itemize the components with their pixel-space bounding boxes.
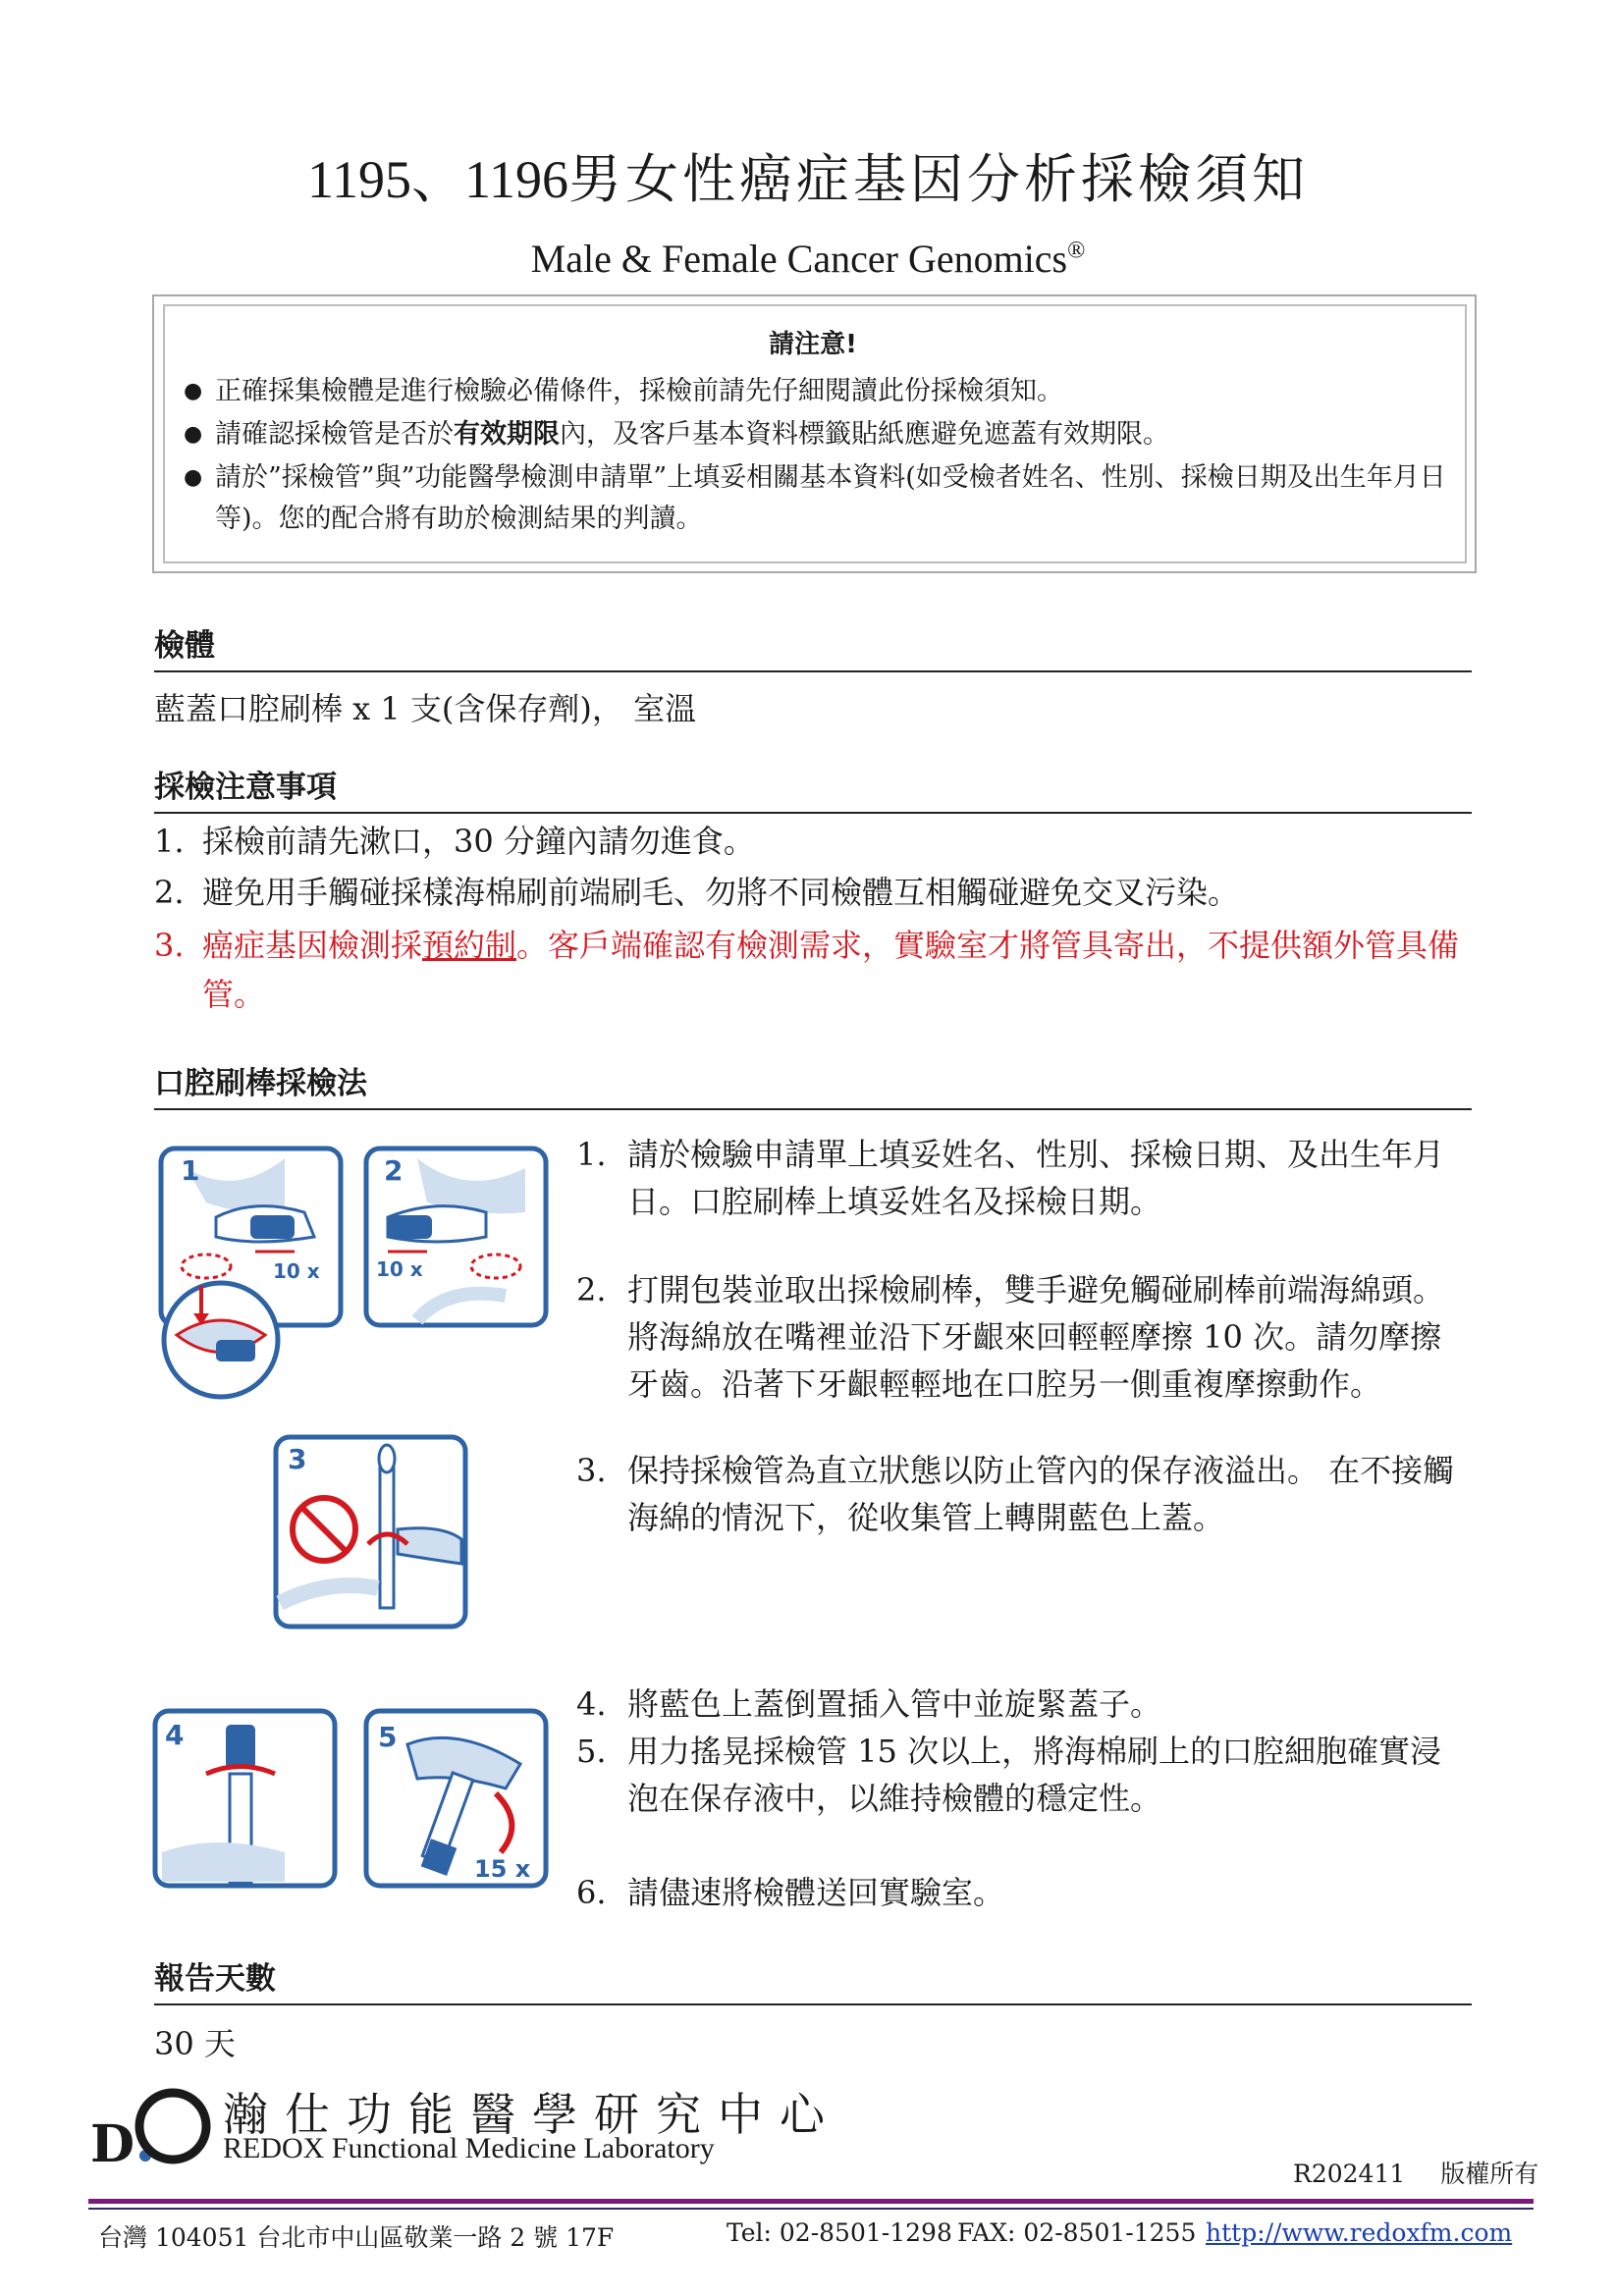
panel-number: 4: [165, 1719, 185, 1751]
logo-mark-icon: [86, 2081, 214, 2169]
specimen-text: 藍蓋口腔刷棒 x 1 支(含保存劑)， 室溫: [154, 690, 697, 727]
step-2-illustration: [358, 1139, 555, 1335]
footer-divider-thin: [88, 2208, 1534, 2210]
footer-divider: [88, 2199, 1534, 2204]
notice-item: [184, 457, 1472, 540]
company-logo: [86, 2081, 214, 2169]
revision-code: R202411: [1293, 2160, 1406, 2188]
bullet-icon: ●: [184, 422, 203, 447]
subtitle-text: Male & Female Cancer Genomics: [530, 237, 1068, 281]
precaution-item: 2. 避免用手觸碰採樣海棉刷前端刷毛、勿將不同檢體互相觸碰避免交叉污染。: [154, 874, 1240, 911]
step-1-illustration: [147, 1139, 349, 1409]
title-number: 1195、1196: [307, 150, 568, 209]
page-title: [0, 137, 1616, 213]
method-step: 3. 保持採檢管為直立狀態以防止管內的保存液溢出。 在不接觸海綿的情況下，從收集管上轉開藍色上蓋。: [576, 1452, 1455, 1536]
method-step: 5. 用力搖晃採檢管 15 次以上，將海棉刷上的口腔細胞確實浸泡在保存液中，以維持檢體的穩定性。: [576, 1733, 1442, 1817]
company-name-en: REDOX Functional Medicine Laboratory: [223, 2132, 715, 2164]
precaution-item: 1. 採檢前請先漱口，30 分鐘內請勿進食。: [154, 823, 755, 860]
registered-mark: ®: [1067, 238, 1086, 264]
section-heading-report: 報告天數: [154, 1953, 1472, 2005]
expiry-emphasis: 有效期限: [454, 419, 560, 450]
bullet-icon: ●: [184, 465, 203, 490]
copyright-text: 版權所有: [1440, 2160, 1539, 2188]
svg-text:D: D: [90, 2114, 135, 2169]
method-step: 2. 打開包裝並取出採檢刷棒，雙手避免觸碰刷棒前端海綿頭。將海綿放在嘴裡並沿下牙齦來回輕輕摩擦 10 次。請勿摩擦牙齒。沿著下牙齦輕輕地在口腔另一側重複摩擦動作。: [576, 1271, 1445, 1403]
bullet-icon: ●: [184, 379, 203, 403]
panel-number: 1: [181, 1154, 200, 1187]
notice-item-text: 請於”採檢管”與”功能醫學檢測申請單”上填妥相關基本資料(如受檢者姓名、性別、採檢日期及出生年月日等)。您的配合將有助於檢測結果的判讀。: [215, 462, 1446, 534]
footer-tel: Tel: 02-8501-1298: [727, 2218, 952, 2247]
footer-address: 台灣 104051 台北市中山區敬業一路 2 號 17F: [98, 2223, 615, 2252]
notice-item: [184, 414, 1472, 455]
footer-fax: FAX: 02-8501-1255: [957, 2218, 1197, 2247]
rub-count-label: 10 x: [376, 1257, 423, 1281]
method-step: 6. 請儘速將檢體送回實驗室。: [576, 1874, 1005, 1911]
shake-count-label: 15 x: [474, 1855, 531, 1883]
step-3-illustration: [270, 1431, 471, 1632]
document-code: [1293, 2155, 1538, 2190]
company-name-cn: 瀚仕功能醫學研究中心: [223, 2088, 841, 2141]
notice-item-text: 請確認採檢管是否於有效期限內，及客戶基本資料標籤貼紙應避免遮蓋有效期限。: [215, 419, 1169, 450]
section-heading-precautions: 採檢注意事項: [154, 762, 1472, 814]
title-text: 男女性癌症基因分析採檢須知: [568, 148, 1309, 210]
page-subtitle: [0, 236, 1616, 282]
panel-number: 3: [288, 1443, 307, 1475]
step-5-illustration: [358, 1705, 555, 1892]
method-step: 4. 將藍色上蓋倒置插入管中並旋緊蓋子。: [576, 1685, 1162, 1723]
panel-number: 5: [378, 1721, 398, 1753]
footer-website-link[interactable]: http://www.redoxfm.com: [1206, 2218, 1513, 2247]
precaution-item-warning: 3. 癌症基因檢測採預約制。客戶端確認有檢測需求，實驗室才將管具寄出，不提供額外管具備管。: [154, 927, 1460, 1013]
report-days: 30 天: [154, 2025, 236, 2062]
rub-count-label: 10 x: [273, 1259, 320, 1283]
section-heading-specimen: 檢體: [154, 620, 1472, 672]
section-heading-method: 口腔刷棒採檢法: [154, 1058, 1472, 1110]
notice-title: 請注意!: [769, 330, 857, 359]
method-step: 1. 請於檢驗申請單上填妥姓名、性別、採檢日期、及出生年月日。口腔刷棒上填妥姓名及採檢日期。: [576, 1136, 1445, 1220]
reservation-emphasis: 預約制: [422, 927, 517, 964]
notice-item: [184, 371, 1472, 412]
panel-number: 2: [384, 1154, 404, 1187]
step-4-illustration: [147, 1705, 344, 1892]
notice-item-text: 正確採集檢體是進行檢驗必備條件，採檢前請先仔細閱讀此份採檢須知。: [215, 376, 1063, 406]
